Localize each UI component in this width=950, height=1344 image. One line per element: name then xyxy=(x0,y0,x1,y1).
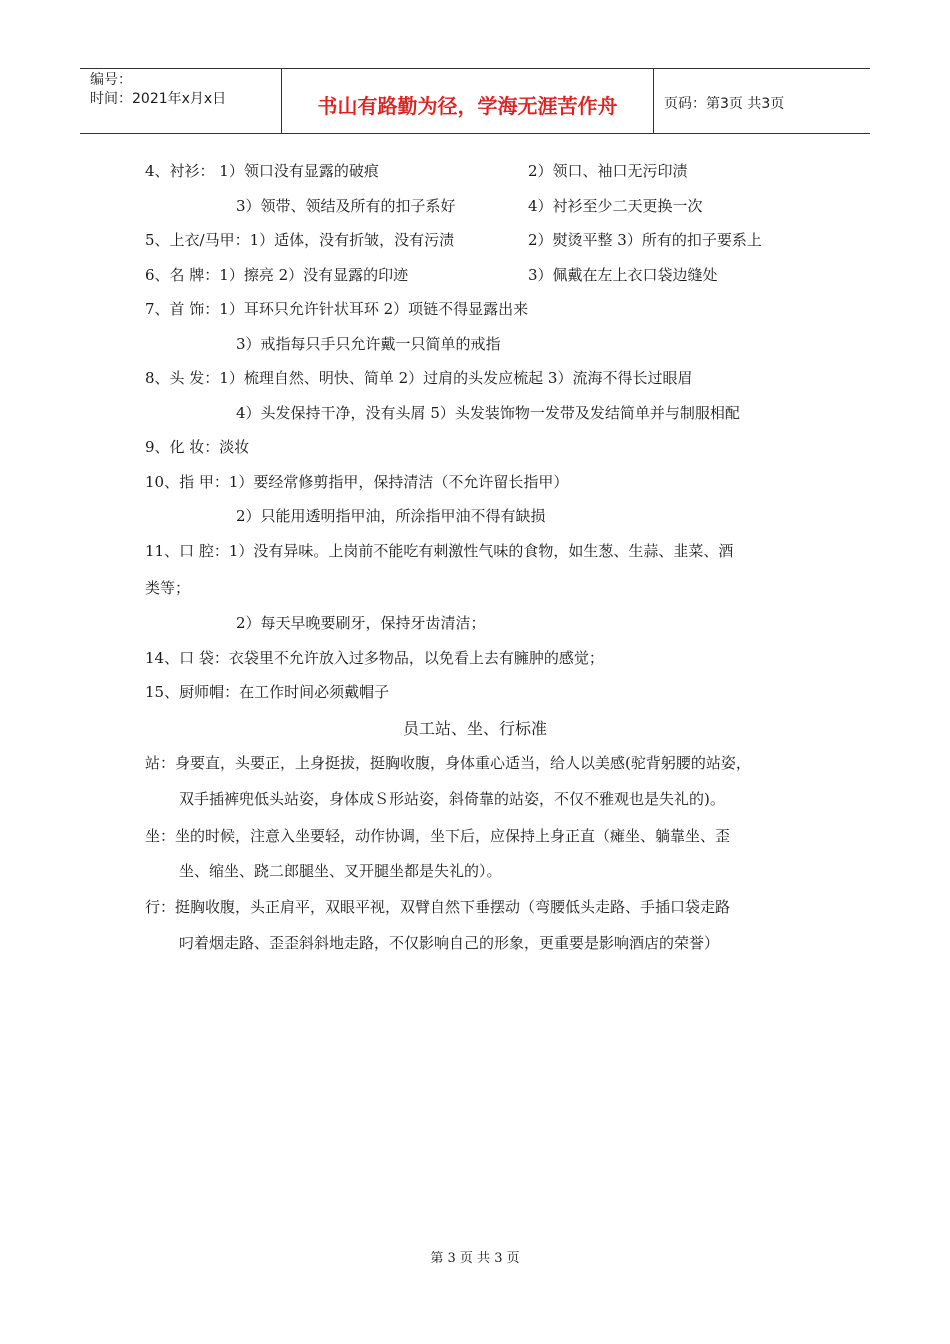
nails-item-1: 10、指 甲：1）要经常修剪指甲，保持清洁（不允许留长指甲） xyxy=(145,473,569,491)
date-line: 时间：2021年x月x日 xyxy=(90,91,227,107)
walking-line-2: 叼着烟走路、歪歪斜斜地走路，不仅影响自己的形象，更重要是影响酒店的荣誉） xyxy=(179,934,720,952)
pocket-item: 14、口 袋：衣袋里不允许放入过多物品，以免看上去有臃肿的感觉； xyxy=(145,649,604,667)
jewelry-item-1: 7、首 饰：1）耳环只允许针状耳环 2）项链不得显露出来 xyxy=(145,300,529,318)
badge-item-1: 6、名 牌：1）擦亮 2）没有显露的印迹 xyxy=(145,266,409,284)
shirt-item-3: 3）领带、领结及所有的扣子系好 xyxy=(236,197,456,215)
shirt-item-1: 4、衬衫： 1）领口没有显露的破痕 xyxy=(145,162,379,180)
mouth-item-1: 11、口 腔：1）没有异味。上岗前不能吃有刺激性气味的食物，如生葱、生蒜、韭菜、酒 xyxy=(145,542,734,560)
shirt-item-2: 2）领口、袖口无污印渍 xyxy=(528,162,688,180)
jewelry-item-2: 3）戒指每只手只允许戴一只简单的戒指 xyxy=(236,335,501,353)
number-label: 编号： xyxy=(90,72,132,88)
header-page-info: 页码：第3页 共3页 xyxy=(664,96,785,112)
makeup-item: 9、化 妆：淡妆 xyxy=(145,438,250,456)
sitting-line-2: 坐、缩坐、跷二郎腿坐、叉开腿坐都是失礼的）。 xyxy=(179,862,502,880)
jacket-item-2: 2）熨烫平整 3）所有的扣子要系上 xyxy=(528,231,762,249)
section-title: 员工站、坐、行标准 xyxy=(402,719,547,738)
mouth-item-2: 2）每天早晚要刷牙，保持牙齿清洁； xyxy=(236,614,486,632)
sitting-line-1: 坐：坐的时候，注意入坐要轻，动作协调，坐下后，应保持上身正直（瘫坐、躺靠坐、歪 xyxy=(145,827,731,845)
standing-line-2: 双手插裤兜低头站姿，身体成Ｓ形站姿，斜倚靠的站姿，不仅不雅观也是失礼的)。 xyxy=(179,790,725,808)
jacket-item-1: 5、上衣/马甲：1）适体，没有折皱，没有污渍 xyxy=(145,231,455,249)
header-meta xyxy=(80,69,282,133)
walking-line-1: 行：挺胸收腹，头正肩平，双眼平视，双臂自然下垂摆动（弯腰低头走路、手插口袋走路 xyxy=(145,898,731,916)
page-footer: 第 3 页 共 3 页 xyxy=(430,1251,520,1266)
nails-item-2: 2）只能用透明指甲油，所涂指甲油不得有缺损 xyxy=(236,507,546,525)
hair-item-1: 8、头 发：1）梳理自然、明快、简单 2）过肩的头发应梳起 3）流海不得长过眼眉 xyxy=(145,369,693,387)
mouth-item-1-cont: 类等； xyxy=(145,579,191,597)
chef-hat-item: 15、厨师帽：在工作时间必须戴帽子 xyxy=(145,683,390,701)
badge-item-2: 3）佩戴在左上衣口袋边缝处 xyxy=(528,266,718,284)
hair-item-2: 4）头发保持干净，没有头屑 5）头发装饰物一发带及发结简单并与制服相配 xyxy=(236,404,740,422)
header-motto: 书山有路勤为径，学海无涯苦作舟 xyxy=(282,69,654,133)
shirt-item-4: 4）衬衫至少二天更换一次 xyxy=(528,197,703,215)
page-header xyxy=(80,68,870,134)
standing-line-1: 站：身要直，头要正，上身挺拔，挺胸收腹，身体重心适当，给人以美感(驼背躬腰的站姿， xyxy=(145,754,751,772)
